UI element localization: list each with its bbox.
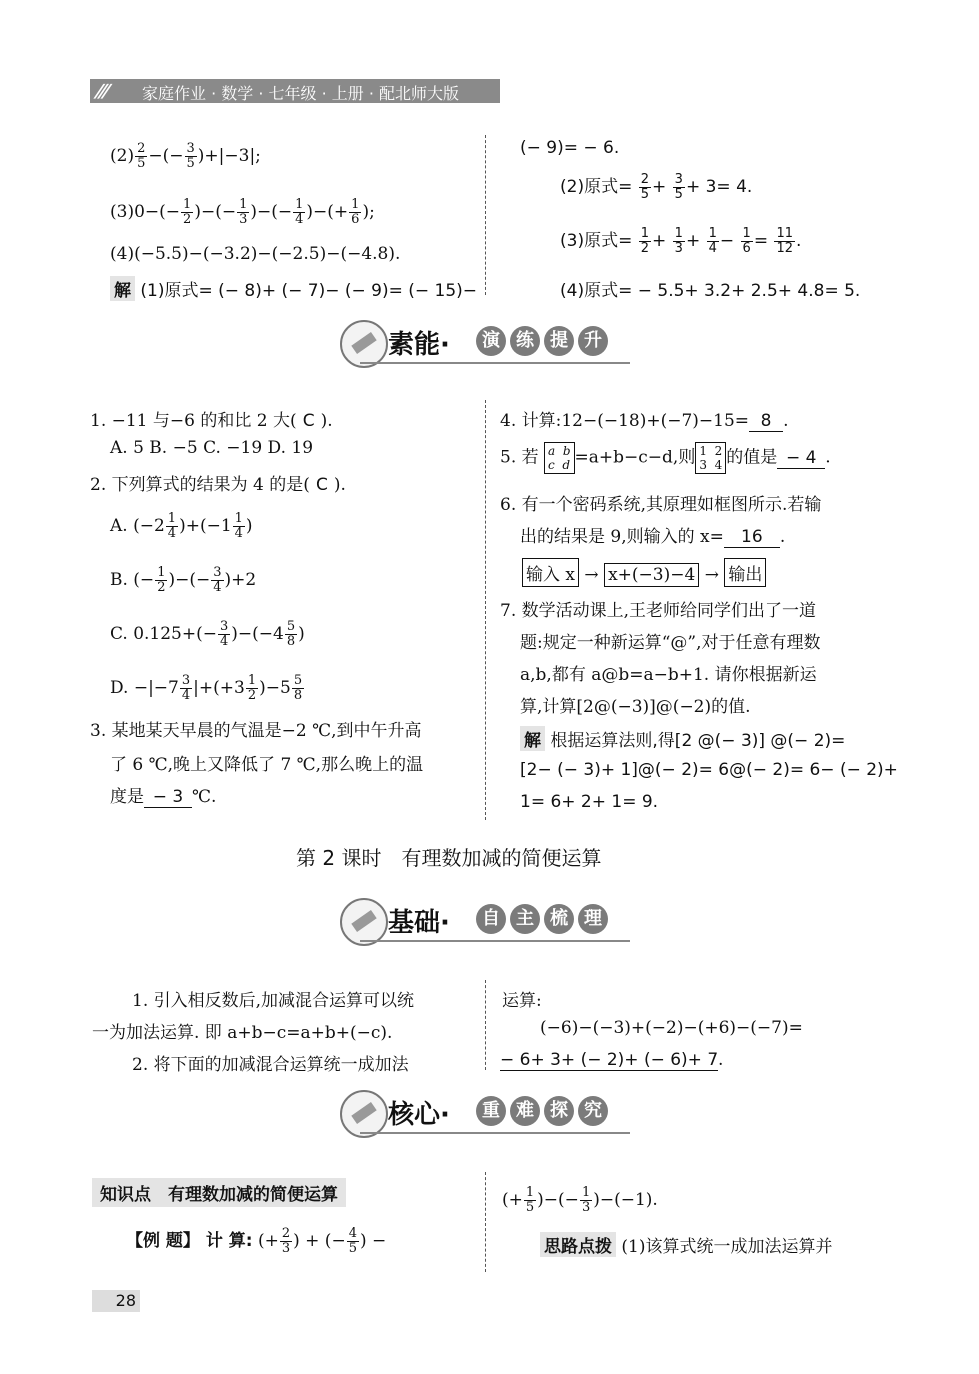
question-7-line-1: 7. 数学活动课上,王老师给同学们出了一道	[500, 601, 817, 621]
concept-2-line-2: 运算:	[502, 991, 542, 1011]
page-number: 28	[92, 1290, 140, 1312]
question-3-line-1: 3. 某地某天早晨的气温是−2 ℃,到中午升高	[90, 721, 422, 741]
option-d: D. −|−7 $\frac{3}{4}$ |+(+3 $\frac{1}{2}$ )−5 $\frac{5}{8}$	[110, 673, 303, 703]
flow-output-box: 输出	[724, 558, 766, 587]
pen-logo-icon	[340, 320, 388, 368]
concept-1-line-1: 1. 引入相反数后,加减混合运算可以统	[132, 991, 415, 1011]
question-6-line-1: 6. 有一个密码系统,其原理如框图所示.若输	[500, 495, 822, 515]
solution-tag: 解	[110, 276, 135, 301]
banner-underline	[360, 940, 630, 942]
question-7-solution-2: [2− (− 3)+ 1]@(− 2)= 6@(− 2)= 6− (− 2)+	[520, 760, 898, 780]
question-5: 5. 若 a b c d =a+b−c−d,则 1 2 3 4 的值是 − 4 .	[500, 444, 831, 472]
top-right-4: (4)原式= − 5.5+ 3.2+ 2.5+ 4.8= 5.	[560, 281, 861, 301]
pen-logo-icon	[340, 1090, 388, 1138]
determinant-1234: 1 2 3 4	[695, 442, 726, 474]
top-line-4: (4)(−5.5)−(−3.2)−(−2.5)−(−4.8).	[110, 244, 401, 264]
question-1: 1. −11 与−6 的和比 2 大( C ).	[90, 411, 333, 431]
question-3-line-2: 了 6 ℃,晚上又降低了 7 ℃,那么晚上的温	[110, 755, 424, 775]
option-b: B. (− $\frac{1}{2}$ )−(− $\frac{3}{4}$ )+2	[110, 565, 257, 595]
header-title: 家庭作业 · 数学 · 七年级 · 上册 · 配北师大版	[142, 84, 460, 103]
example-line: 【例 题】 计 算: (+ $\frac{2}{3}$ ) + (− $\frac{4}{5}$ ) −	[126, 1226, 387, 1256]
column-divider	[485, 135, 486, 295]
top-right-1: (− 9)= − 6.	[520, 138, 620, 158]
question-4: 4. 计算:12−(−18)+(−7)−15= 8 .	[500, 411, 789, 431]
column-divider	[485, 1172, 486, 1272]
concept-2-line-3: (−6)−(−3)+(−2)−(+6)−(−7)=	[540, 1018, 803, 1038]
header-stripes-icon: ///	[92, 81, 111, 102]
concept-1-line-2: 一为加法运算. 即 a+b−c=a+b+(−c).	[92, 1023, 393, 1043]
question-7-line-3: a,b,都有 a@b=a−b+1. 请你根据新运	[520, 665, 817, 685]
hint-tag: 思路点拨	[540, 1232, 616, 1257]
question-2: 2. 下列算式的结果为 4 的是( C ).	[90, 475, 346, 495]
arrow-right-icon: →	[584, 565, 599, 585]
pen-logo-icon	[340, 898, 388, 946]
solution-tag: 解	[520, 726, 545, 751]
question-7-line-4: 算,计算[2@(−3)]@(−2)的值.	[520, 697, 751, 717]
question-7-solution-1: 解 根据运算法则,得[2 @(− 3)] @(− 2)=	[520, 726, 845, 751]
top-line-2: (2) $\frac{2}{5}$ −(− $\frac{3}{5}$ )+|−3|;	[110, 141, 261, 171]
knowledge-point-heading: 知识点 有理数加减的简便运算	[92, 1178, 346, 1207]
option-c: C. 0.125+(− $\frac{3}{4}$ )−(−4 $\frac{5}{8}$ )	[110, 619, 305, 649]
section-banner-practice: 素能· 演 练 提 升	[340, 320, 640, 368]
column-divider	[485, 400, 486, 820]
concept-2-line-1: 2. 将下面的加减混合运算统一成加法	[132, 1055, 409, 1075]
question-1-options: A. 5 B. −5 C. −19 D. 19	[110, 438, 314, 458]
example-continued: (+ $\frac{1}{5}$ )−(− $\frac{1}{3}$ )−(−1).	[502, 1185, 658, 1215]
banner-underline	[360, 362, 630, 364]
top-line-5: 解 (1)原式= (− 8)+ (− 7)− (− 9)= (− 15)−	[110, 276, 477, 301]
question-3-line-3: 度是 − 3 ℃.	[110, 787, 217, 807]
determinant-abcd: a b c d	[544, 442, 574, 474]
top-right-2: (2)原式= $\frac{2}{5}$ + $\frac{3}{5}$ + 3= 4.	[560, 171, 753, 202]
concept-2-answer: − 6+ 3+ (− 2)+ (− 6)+ 7.	[500, 1050, 724, 1070]
flow-input-box: 输入 x	[522, 558, 579, 587]
question-6-line-2: 出的结果是 9,则输入的 x= 16 .	[520, 527, 786, 547]
top-right-3: (3)原式= $\frac{1}{2}$ + $\frac{1}{3}$ + $\frac{1}{4}$ − $\frac{1}{6}$ = $\frac{11}{12}$ .	[560, 225, 802, 256]
lesson-title: 第 2 课时 有理数加减的简便运算	[296, 846, 602, 870]
question-7-line-2: 题:规定一种新运算“@”,对于任意有理数	[520, 633, 821, 653]
section-banner-basics: 基础· 自 主 梳 理	[340, 898, 640, 946]
hint-line: 思路点拨 (1)该算式统一成加法运算并	[540, 1232, 833, 1257]
flow-diagram	[522, 558, 766, 587]
section-banner-core: 核心· 重 难 探 究	[340, 1090, 640, 1138]
running-header	[90, 79, 500, 103]
question-7-solution-3: 1= 6+ 2+ 1= 9.	[520, 792, 659, 812]
option-a: A. (−2 $\frac{1}{4}$ )+(−1 $\frac{1}{4}$ )	[110, 511, 253, 541]
column-divider	[485, 980, 486, 1070]
arrow-right-icon: →	[704, 565, 719, 585]
flow-process-box: x+(−3)−4	[604, 563, 699, 587]
top-line-3: (3)0−(− $\frac{1}{2}$ )−(− $\frac{1}{3}$ )−(− $\frac{1}{4}$ )−(+ $\frac{1}{6}$ );	[110, 197, 375, 227]
banner-underline	[360, 1132, 630, 1134]
